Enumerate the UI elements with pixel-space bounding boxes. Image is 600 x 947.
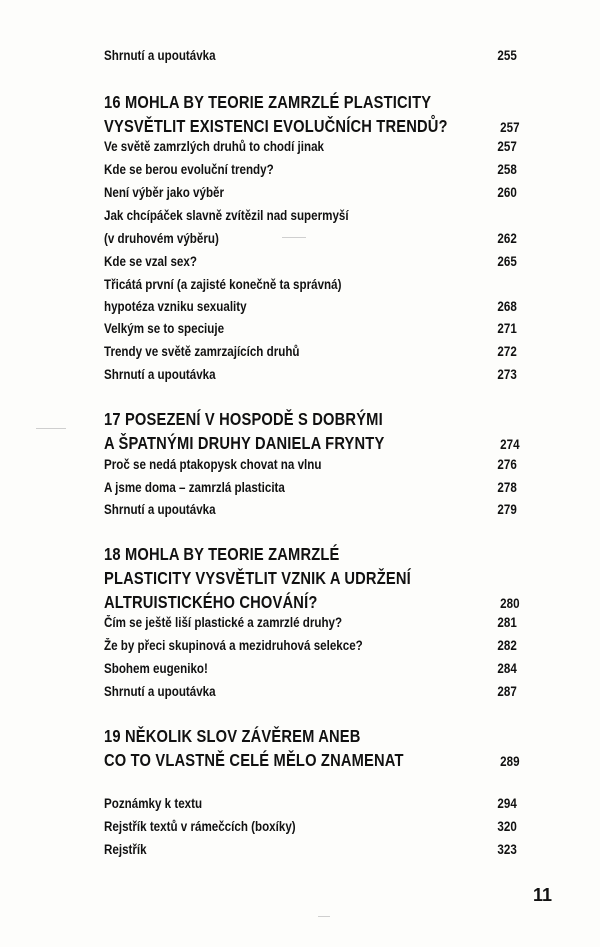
entry-page-number: 287 [497,684,517,699]
entry-page-number: 284 [497,661,517,676]
entry-page-number: 271 [497,321,517,336]
entry-title: Třicátá první (a zajisté konečně ta správná) [104,277,342,292]
toc-entry [104,478,517,498]
entry-title: Shrnutí a upoutávka [104,502,216,517]
entry-title: Ve světě zamrzlých druhů to chodí jinak [104,139,325,154]
chapter-heading-line: A ŠPATNÝMI DRUHY DANIELA FRYNTY [104,433,385,453]
entry-page-number: 262 [497,231,517,246]
entry-title: Trendy ve světě zamrzajících druhů [104,344,300,359]
entry-title: Rejstřík textů v rámečcích (boxíky) [104,819,296,834]
toc-entry [104,229,517,249]
entry-page-number: 282 [497,638,517,653]
entry-title: Rejstřík [104,842,147,857]
toc-entry [104,659,517,679]
chapter-heading-line: 18 MOHLA BY TEORIE ZAMRZLÉ [104,544,340,564]
entry-page-number: 272 [497,344,517,359]
entry-page-number: 278 [497,480,517,495]
chapter-heading-line: ALTRUISTICKÉHO CHOVÁNÍ? [104,592,318,612]
entry-title: Kde se berou evoluční trendy? [104,162,274,177]
toc-entry-line [104,206,462,226]
entry-title: Shrnutí a upoutávka [104,684,216,699]
scan-mark [282,237,306,238]
chapter-heading-line: 17 POSEZENÍ V HOSPODĚ S DOBRÝMI [104,409,383,429]
chapter-heading-line: VYSVĚTLIT EXISTENCI EVOLUČNÍCH TRENDŮ? [104,116,448,136]
chapter-heading-line: PLASTICITY VYSVĚTLIT VZNIK A UDRŽENÍ [104,568,411,588]
chapter-page-number: 274 [500,437,520,452]
chapter-heading-line: CO TO VLASTNĚ CELÉ MĚLO ZNAMENAT [104,750,404,770]
entry-page-number: 258 [497,162,517,177]
toc-entry [104,365,517,385]
toc-entry [104,319,517,339]
entry-title: hypotéza vzniku sexuality [104,299,247,314]
entry-title: Poznámky k textu [104,796,203,811]
toc-entry [104,455,517,475]
toc-entry [104,682,517,702]
chapter-page-number: 257 [500,120,520,135]
toc-entry [104,794,517,814]
toc-entry [104,500,517,520]
toc-entry [104,817,517,837]
entry-page-number: 281 [497,615,517,630]
scan-mark [36,428,66,429]
toc-entry [104,46,517,66]
toc-entry [104,613,517,633]
toc-entry [104,342,517,362]
entry-page-number: 323 [497,842,517,857]
entry-title: (v druhovém výběru) [104,231,219,246]
toc-entry [104,252,517,272]
entry-page-number: 268 [497,299,517,314]
entry-title: Jak chcípáček slavně zvítězil nad supermyší [104,208,349,223]
entry-page-number: 260 [497,185,517,200]
chapter-heading-line: 19 NĚKOLIK SLOV ZÁVĚREM ANEB [104,726,361,746]
entry-page-number: 255 [497,48,517,63]
entry-page-number: 279 [497,502,517,517]
entry-title: Čím se ještě liší plastické a zamrzlé druhy? [104,615,343,630]
entry-title: Shrnutí a upoutávka [104,367,216,382]
toc-entry [104,137,517,157]
entry-page-number: 276 [497,457,517,472]
scan-mark [318,916,330,917]
entry-page-number: 265 [497,254,517,269]
chapter-page-number: 289 [500,754,520,769]
entry-title: Proč se nedá ptakopysk chovat na vlnu [104,457,322,472]
entry-title: Velkým se to speciuje [104,321,225,336]
entry-title: Kde se vzal sex? [104,254,197,269]
entry-page-number: 257 [497,139,517,154]
toc-entry [104,840,517,860]
toc-entry [104,297,517,317]
toc-entry [104,183,517,203]
toc-entry [104,160,517,180]
page-folio-number: 11 [532,885,552,905]
entry-title: Že by přeci skupinová a mezidruhová selekce? [104,638,363,653]
toc-entry-line [104,275,462,295]
entry-title: Shrnutí a upoutávka [104,48,216,63]
entry-title: A jsme doma – zamrzlá plasticita [104,480,285,495]
entry-title: Sbohem eugeniko! [104,661,208,676]
chapter-page-number: 280 [500,596,520,611]
entry-page-number: 294 [497,796,517,811]
entry-title: Není výběr jako výběr [104,185,225,200]
chapter-heading-line: 16 MOHLA BY TEORIE ZAMRZLÉ PLASTICITY [104,92,432,112]
toc-entry [104,636,517,656]
entry-page-number: 273 [497,367,517,382]
entry-page-number: 320 [497,819,517,834]
